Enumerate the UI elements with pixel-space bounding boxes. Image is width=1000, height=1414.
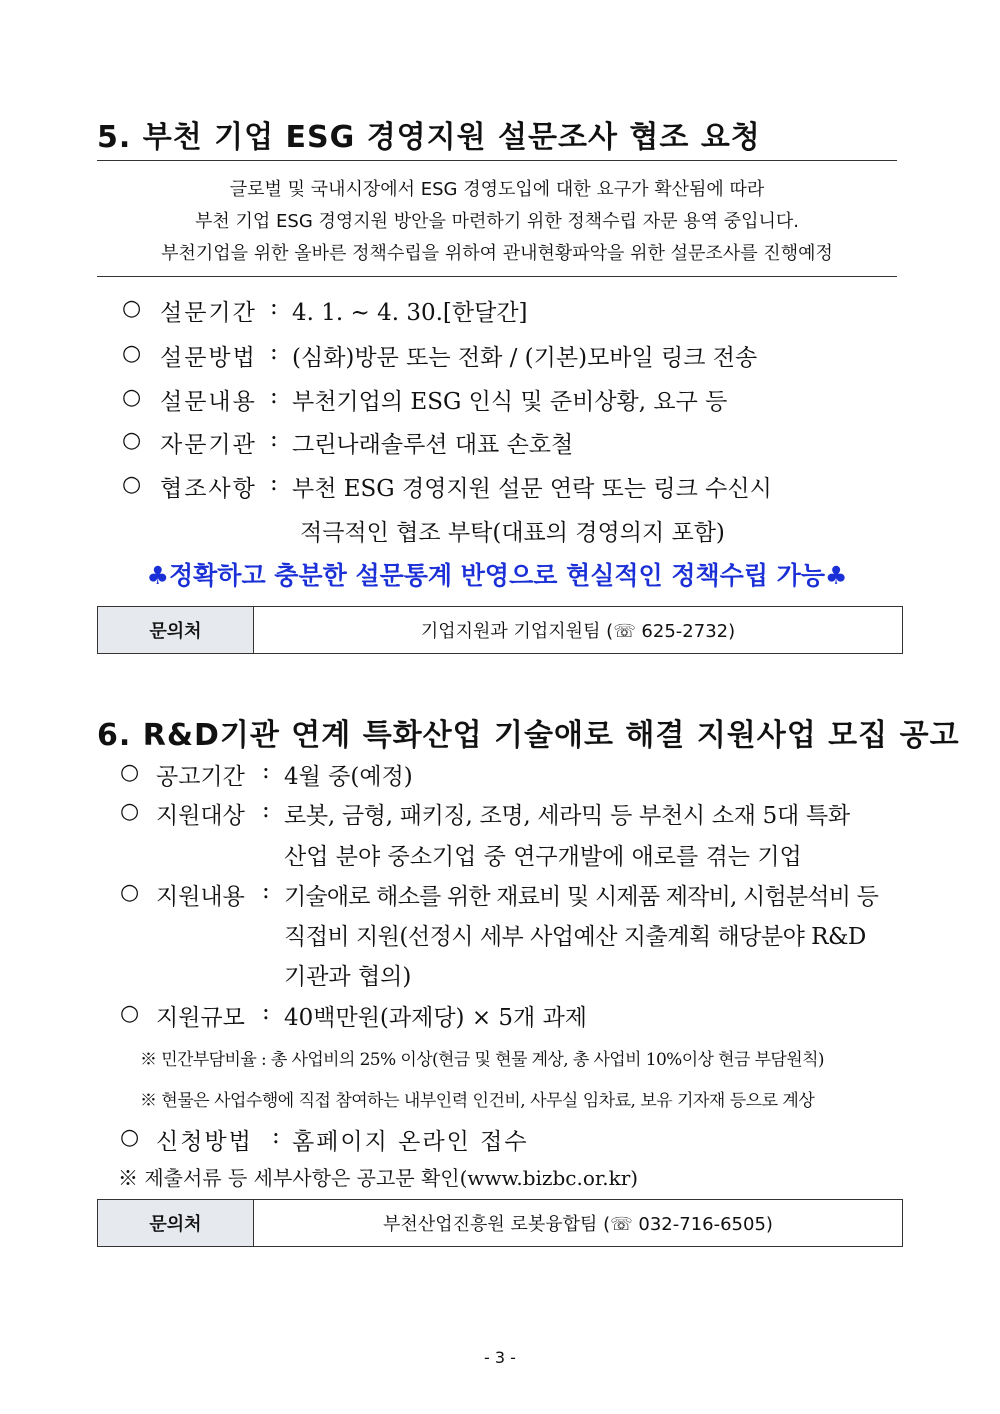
- bullet-circle: ○: [120, 880, 140, 905]
- item-text: 부천 ESG 경영지원 설문 연락 또는 링크 수신시: [292, 476, 772, 502]
- item-text-continued: 직접비 지원(선정시 세부 사업예산 지출계획 해당분야 R&D: [284, 924, 866, 950]
- item-label: 협조사항: [160, 476, 257, 502]
- item-text-continued: 적극적인 협조 부탁(대표의 경영의지 포함): [300, 520, 725, 546]
- item-label: 설문기간: [160, 300, 257, 326]
- section6-title: 6. R&D기관 연계 특화산업 기술애로 해결 지원사업 모집 공고: [97, 718, 960, 753]
- item-label: 설문방법: [160, 345, 257, 371]
- section5-intro-line-3: 부천기업을 위한 올바른 정책수립을 위하여 관내현황파악을 위한 설문조사를 진행예정: [161, 243, 833, 264]
- section5-title: 5. 부천 기업 ESG 경영지원 설문조사 협조 요청: [97, 120, 761, 155]
- section6-note-in-kind: ※ 현물은 사업수행에 직접 참여하는 내부인력 인건비, 사무실 임차료, 보유 기자재 등으로 계상: [140, 1091, 815, 1111]
- bullet-circle: ○: [120, 760, 140, 785]
- contact-value: 부천산업진흥원 로봇융합팀 (☏ 032-716-6505): [383, 1214, 773, 1235]
- section5-intro-line-1: 글로벌 및 국내시장에서 ESG 경영도입에 대한 요구가 확산됨에 따라: [229, 179, 765, 200]
- section5-contact-box: [97, 606, 903, 654]
- section5-highlight-message: ♣정확하고 충분한 설문통계 반영으로 현실적인 정책수립 가능♣: [146, 561, 848, 590]
- item-text: 40백만원(과제당) × 5개 과제: [284, 1005, 588, 1031]
- item-text-continued-2: 기관과 협의): [284, 964, 412, 990]
- bullet-circle: ○: [122, 385, 142, 410]
- bullet-circle: ○: [122, 296, 142, 321]
- item-sep: :: [270, 339, 278, 365]
- item-sep: :: [262, 758, 270, 784]
- item-sep: :: [262, 999, 270, 1025]
- item-label: 공고기간: [156, 764, 245, 790]
- section6-note-private-burden: ※ 민간부담비율 : 총 사업비의 25% 이상(현금 및 현물 계상, 총 사업비 10%이상 현금 부담원칙): [140, 1050, 824, 1070]
- item-label: 지원규모: [156, 1005, 245, 1031]
- item-text: 그린나래솔루션 대표 손호철: [292, 432, 574, 458]
- section5-top-rule: [97, 160, 897, 161]
- bullet-circle: ○: [120, 799, 140, 824]
- section5-bottom-rule: [97, 276, 897, 277]
- item-text: 로봇, 금형, 패키징, 조명, 세라믹 등 부천시 소재 5대 특화: [284, 803, 850, 829]
- item-sep: :: [270, 426, 278, 452]
- section5-intro-line-2: 부천 기업 ESG 경영지원 방안을 마련하기 위한 정책수립 자문 용역 중입니다.: [195, 211, 799, 232]
- item-label: 지원내용: [156, 884, 245, 910]
- item-label: 신청방법: [156, 1129, 253, 1155]
- page-number: - 3 -: [484, 1348, 516, 1367]
- bullet-circle: ○: [122, 341, 142, 366]
- item-text: (심화)방문 또는 전화 / (기본)모바일 링크 전송: [292, 345, 758, 371]
- bullet-circle: ○: [122, 472, 142, 497]
- item-sep: :: [270, 383, 278, 409]
- section6-docs-note: ※ 제출서류 등 세부사항은 공고문 확인(www.bizbc.or.kr): [118, 1166, 639, 1190]
- bullet-circle: ○: [120, 1125, 140, 1150]
- item-label: 지원대상: [156, 803, 245, 829]
- item-text: 홈페이지 온라인 접수: [292, 1129, 529, 1155]
- section6-contact-box: [97, 1199, 903, 1247]
- item-text: 4월 중(예정): [284, 764, 413, 790]
- item-text: 부천기업의 ESG 인식 및 준비상황, 요구 등: [292, 389, 728, 415]
- contact-label: 문의처: [98, 607, 254, 653]
- item-text-continued: 산업 분야 중소기업 중 연구개발에 애로를 겪는 기업: [284, 844, 802, 870]
- item-sep: :: [272, 1123, 280, 1149]
- item-sep: :: [270, 294, 278, 320]
- contact-label: 문의처: [98, 1200, 254, 1246]
- item-text: 4. 1. ~ 4. 30.[한달간]: [292, 300, 528, 326]
- bullet-circle: ○: [122, 428, 142, 453]
- item-label: 자문기관: [160, 432, 257, 458]
- item-sep: :: [262, 878, 270, 904]
- bullet-circle: ○: [120, 1001, 140, 1026]
- contact-value: 기업지원과 기업지원팀 (☏ 625-2732): [420, 621, 736, 642]
- item-sep: :: [262, 797, 270, 823]
- item-sep: :: [270, 470, 278, 496]
- item-label: 설문내용: [160, 389, 257, 415]
- item-text: 기술애로 해소를 위한 재료비 및 시제품 제작비, 시험분석비 등: [284, 884, 879, 910]
